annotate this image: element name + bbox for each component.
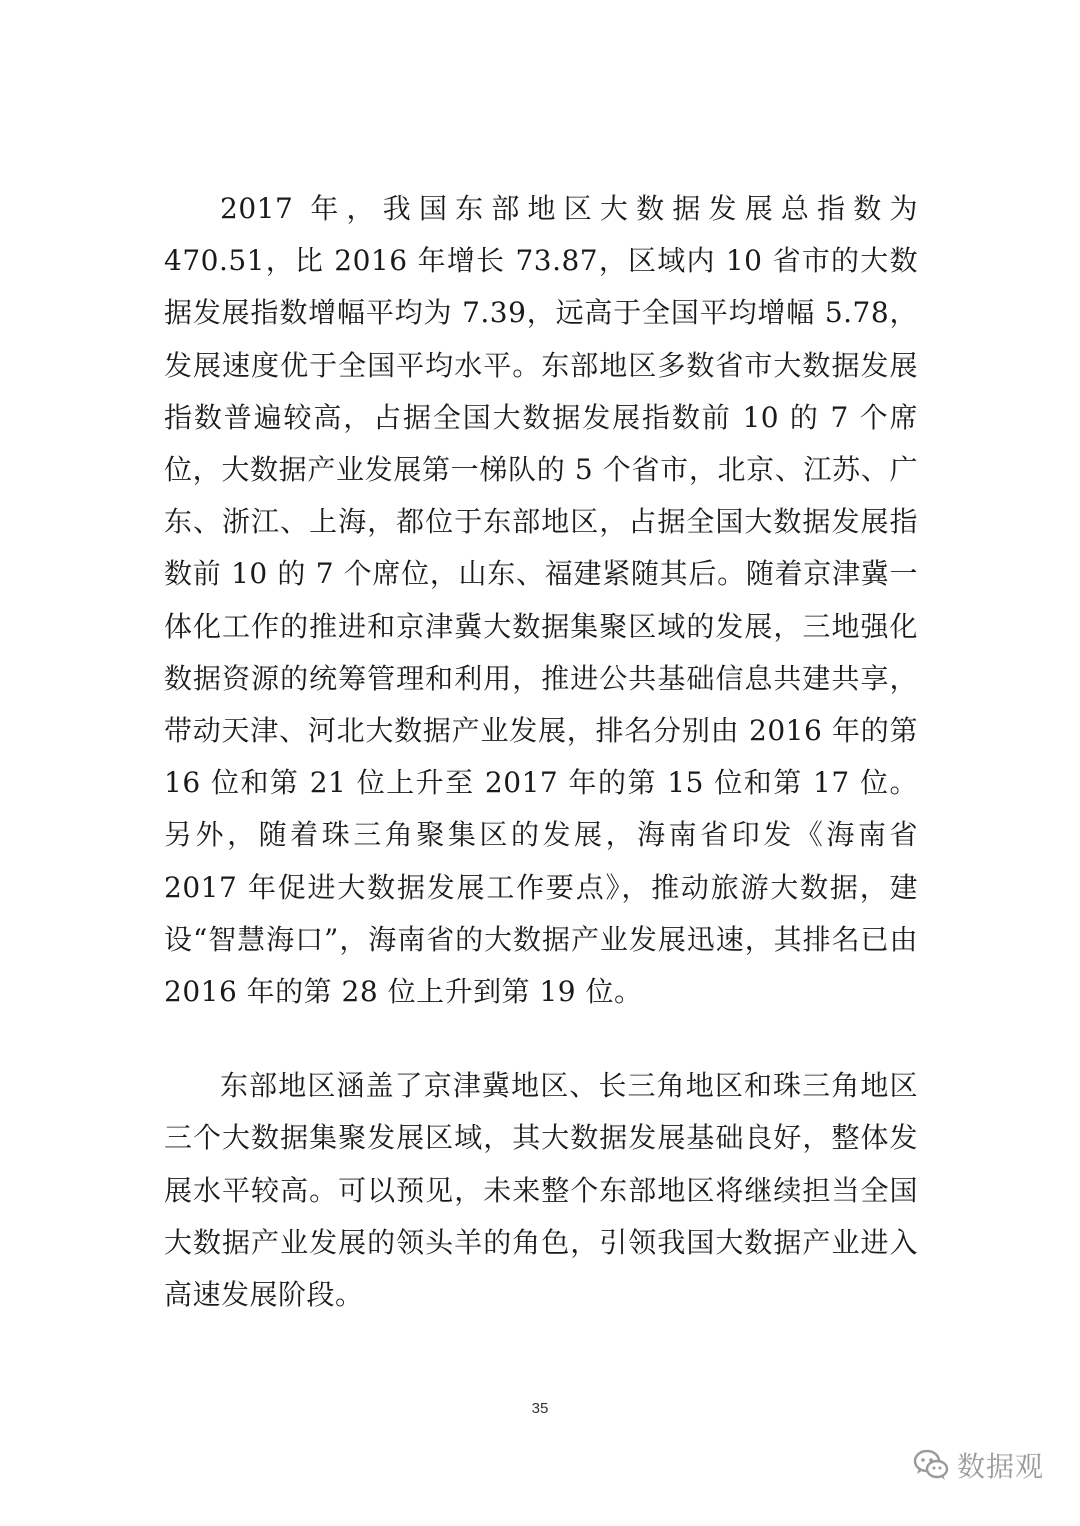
- watermark: [913, 1445, 1044, 1485]
- paragraph-1: 2017 年，我国东部地区大数据发展总指数为 470.51，比 2016 年增长 73.87，区域内 10 省市的大数据发展指数增幅平均为 7.39，远高于全国平均增幅 5.78，发展速度优于全国平均水平。东部地区多数省市大数据发展指数普遍较高，占据全国大数据发展指数前 10 的 7 个席位，大数据产业发展第一梯队的 5 个省市，北京、江苏、广东、浙江、上海，都位于东部地区，占据全国大数据发展指数前 10 的 7 个席位，山东、福建紧随其后。随着京津冀一体化工作的推进和京津冀大数据集聚区域的发展，三地强化数据资源的统筹管理和利用，推进公共基础信息共建共享，带动天津、河北大数据产业发展，排名分别由 2016 年的第 16 位和第 21 位上升至 2017 年的第 15 位和第 17 位。另外，随着珠三角聚集区的发展，海南省印发《海南省 2017 年促进大数据发展工作要点》，推动旅游大数据，建设“智慧海口”，海南省的大数据产业发展迅速，其排名已由 2016 年的第 28 位上升到第 19 位。: [164, 192, 918, 1009]
- body-text: [164, 183, 918, 1321]
- watermark-text: 数据观: [956, 1450, 1044, 1483]
- wechat-icon: [913, 1449, 949, 1481]
- paragraph-2: 东部地区涵盖了京津冀地区、长三角地区和珠三角地区三个大数据集聚发展区域，其大数据发展基础良好，整体发展水平较高。可以预见，未来整个东部地区将继续担当全国大数据产业发展的领头羊的角色，引领我国大数据产业进入高速发展阶段。: [164, 1069, 918, 1312]
- page-number: 35: [531, 1400, 549, 1417]
